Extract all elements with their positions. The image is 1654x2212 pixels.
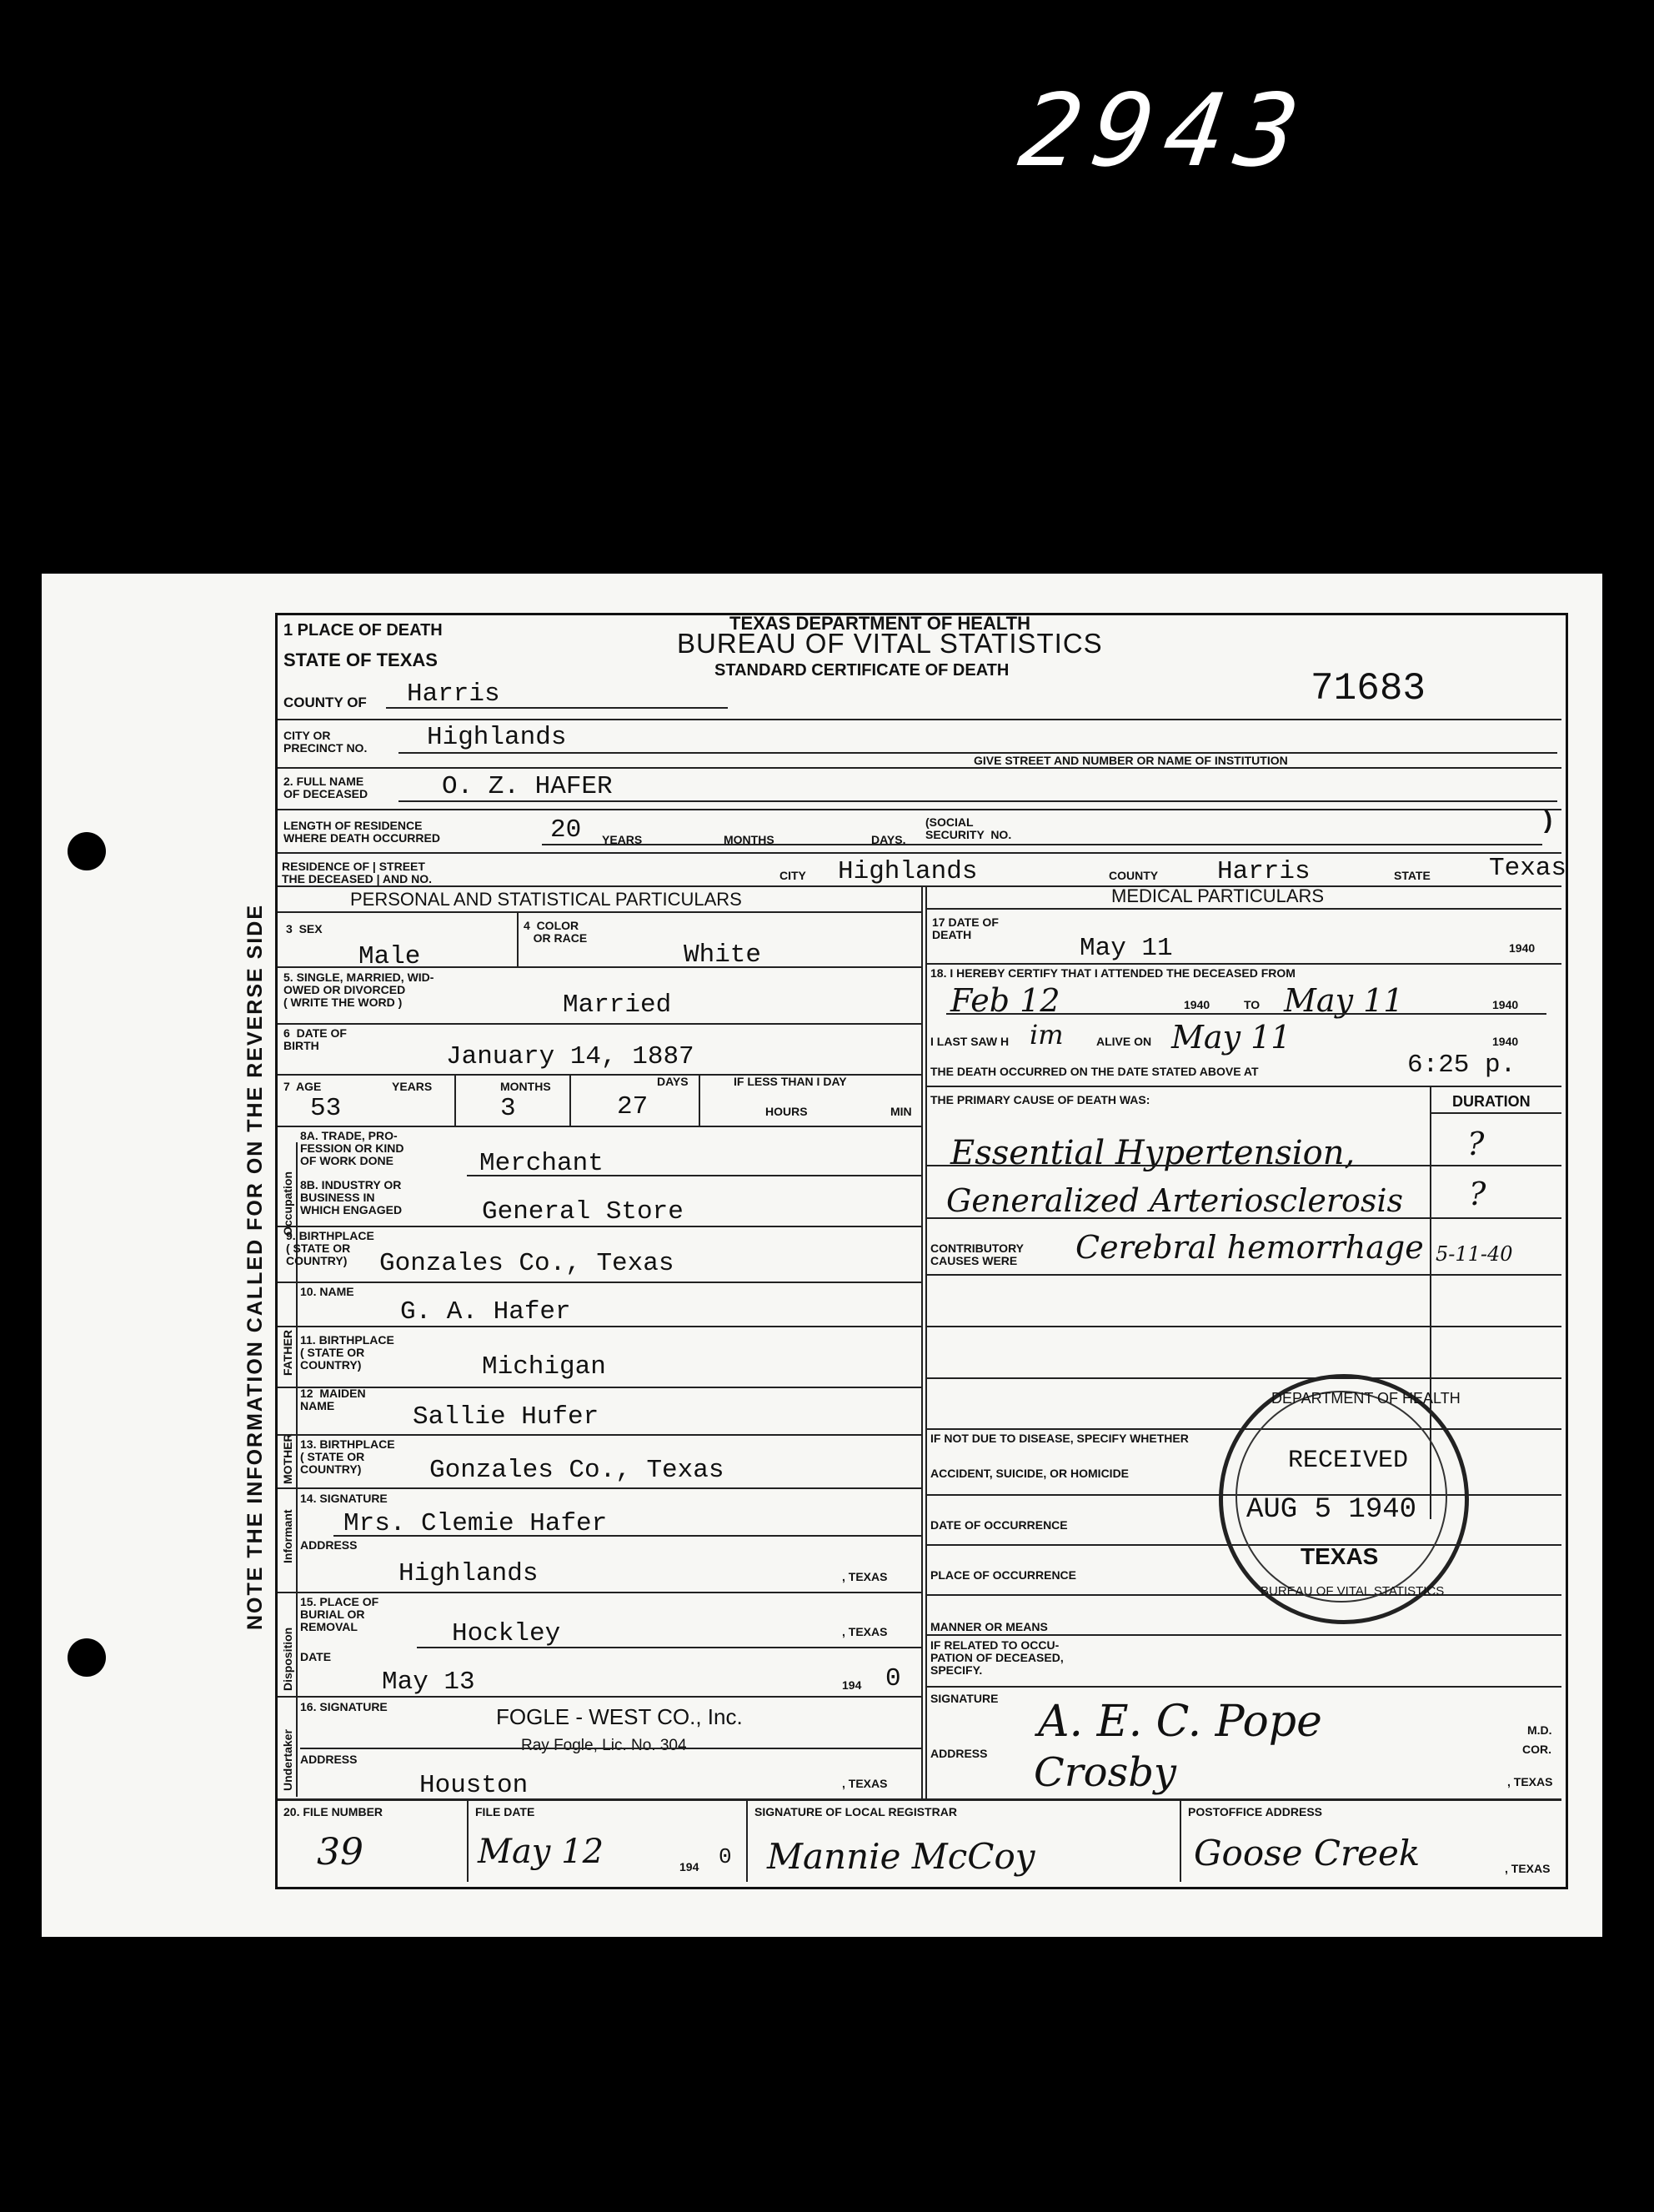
last-saw-him: im — [1030, 1019, 1064, 1051]
city-value: Highlands — [427, 723, 567, 752]
dod-value: May 11 — [1080, 934, 1173, 963]
months-label: MONTHS — [724, 833, 774, 846]
not-disease-label: IF NOT DUE TO DISEASE, SPECIFY WHETHER — [930, 1432, 1189, 1445]
informant-label: 14. SIGNATURE — [300, 1492, 388, 1505]
undertaker-value: FOGLE - WEST CO., Inc. — [496, 1704, 743, 1729]
certify-label: 18. I HEREBY CERTIFY THAT I ATTENDED THE DECEASED FROM — [930, 966, 1296, 980]
age-months-label: MONTHS — [500, 1080, 551, 1093]
cause1-duration: ? — [1467, 1126, 1485, 1162]
section-mother: MOTHER — [281, 1433, 294, 1484]
file-date-label: FILE DATE — [475, 1805, 535, 1818]
residence-city-label: CITY — [779, 869, 806, 882]
certificate-title: STANDARD CERTIFICATE OF DEATH — [714, 661, 1010, 680]
birthplace-label: 9. BIRTHPLACE ( STATE OR COUNTRY) — [286, 1229, 374, 1267]
certificate-number: 71683 — [1311, 667, 1426, 710]
file-number-label: 20. FILE NUMBER — [283, 1805, 383, 1818]
stamp-bottom-text: BUREAU OF VITAL STATISTICS — [1261, 1584, 1445, 1598]
age-days: 27 — [617, 1092, 649, 1121]
punch-hole-top — [68, 832, 106, 870]
mother-birthplace: Gonzales Co., Texas — [429, 1456, 724, 1485]
undertaker-license: Ray Fogle, Lic. No. 304 — [521, 1737, 687, 1754]
sex-value: Male — [358, 942, 421, 971]
file-year-prefix: 194 — [679, 1860, 699, 1873]
county-label: COUNTY OF — [283, 695, 367, 710]
accident-label: ACCIDENT, SUICIDE, OR HOMICIDE — [930, 1467, 1130, 1480]
section-occupation: Occupation — [281, 1171, 294, 1236]
burial-value: Hockley — [452, 1619, 561, 1648]
physician-signature-label: SIGNATURE — [930, 1692, 999, 1705]
deceased-name: O. Z. HAFER — [442, 772, 613, 801]
undertaker-address: Houston — [419, 1771, 529, 1800]
burial-label: 15. PLACE OF BURIAL OR REMOVAL — [300, 1595, 379, 1633]
less-than-day-label: IF LESS THAN I DAY — [734, 1075, 847, 1088]
occurrence-place-label: PLACE OF OCCURRENCE — [930, 1568, 1077, 1582]
years-label: YEARS — [602, 833, 643, 846]
section-informant: Informant — [281, 1509, 294, 1563]
death-occurred-label: THE DEATH OCCURRED ON THE DATE STATED ABOVE AT — [930, 1065, 1259, 1078]
last-saw-date: May 11 — [1171, 1019, 1291, 1056]
informant-value: Mrs. Clemie Hafer — [343, 1509, 608, 1538]
trade-label: 8A. TRADE, PRO- FESSION OR KIND OF WORK DONE — [300, 1129, 404, 1167]
undertaker-label: 16. SIGNATURE — [300, 1700, 388, 1713]
mother-name-label: 12 MAIDEN NAME — [300, 1387, 366, 1412]
physician-texas: , TEXAS — [1507, 1775, 1553, 1788]
marital-label: 5. SINGLE, MARRIED, WID- OWED OR DIVORCED ( WRITE THE WORD ) — [283, 971, 434, 1009]
burial-date-label: DATE — [300, 1650, 332, 1663]
personal-heading: PERSONAL AND STATISTICAL PARTICULARS — [350, 889, 742, 910]
age-label: 7 AGE — [283, 1080, 322, 1093]
color-label: 4 COLOR OR RACE — [524, 919, 588, 945]
burial-date: May 13 — [382, 1668, 475, 1697]
registrar-signature-label: SIGNATURE OF LOCAL REGISTRAR — [754, 1805, 957, 1818]
marital-value: Married — [563, 991, 672, 1020]
residence-length-label: LENGTH OF RESIDENCE WHERE DEATH OCCURRED — [283, 819, 440, 845]
days-label: DAYS. — [871, 833, 906, 846]
residence-state-label: STATE — [1394, 869, 1431, 882]
registrar-signature: Mannie McCoy — [767, 1836, 1035, 1877]
street-hint: GIVE STREET AND NUMBER OR NAME OF INSTITUTION — [974, 754, 1288, 767]
file-number: 39 — [317, 1831, 363, 1873]
physician-address-label: ADDRESS — [930, 1747, 988, 1760]
occupation-related-label: IF RELATED TO OCCU- PATION OF DECEASED, SPECIFY. — [930, 1638, 1064, 1677]
residence-city: Highlands — [838, 857, 978, 886]
burial-texas: , TEXAS — [842, 1625, 888, 1638]
file-year-suffix: 0 — [719, 1844, 732, 1869]
occurrence-date-label: DATE OF OCCURRENCE — [930, 1518, 1068, 1532]
stamp-date: AUG 5 1940 — [1246, 1494, 1417, 1526]
county-value: Harris — [407, 680, 500, 709]
place-of-death-label: 1 PLACE OF DEATH — [283, 621, 443, 640]
informant-texas: , TEXAS — [842, 1570, 888, 1583]
alive-on-label: ALIVE ON — [1096, 1035, 1152, 1048]
hours-label: HOURS — [765, 1105, 808, 1118]
age-years: 53 — [310, 1094, 342, 1123]
dob-label: 6 DATE OF BIRTH — [283, 1026, 347, 1052]
cause2-duration: ? — [1469, 1176, 1486, 1212]
stamped-record-number: 2943 — [1013, 73, 1317, 189]
birthplace-value: Gonzales Co., Texas — [379, 1249, 674, 1278]
residence-state: Texas — [1489, 854, 1567, 883]
attended-to-year: 1940 — [1492, 998, 1519, 1011]
residence-county: Harris — [1217, 857, 1311, 886]
trade-value: Merchant — [479, 1149, 604, 1178]
age-years-label: YEARS — [392, 1080, 433, 1093]
physician-address: Crosby — [1034, 1749, 1177, 1796]
department-title: TEXAS DEPARTMENT OF HEALTH — [729, 613, 1030, 634]
attended-from: Feb 12 — [950, 982, 1060, 1019]
primary-cause-label: THE PRIMARY CAUSE OF DEATH WAS: — [930, 1093, 1150, 1106]
section-undertaker: Undertaker — [281, 1729, 294, 1791]
age-days-label: DAYS — [657, 1075, 689, 1088]
residence-label: RESIDENCE OF | STREET THE DECEASED | AND NO. — [282, 860, 432, 885]
full-name-label: 2. FULL NAME OF DECEASED — [283, 775, 368, 800]
last-saw-label: I LAST SAW H — [930, 1035, 1010, 1048]
city-label: CITY OR PRECINCT NO. — [283, 729, 368, 755]
burial-year-prefix: 194 — [842, 1678, 862, 1692]
cor-label: COR. — [1522, 1743, 1551, 1756]
postoffice-texas: , TEXAS — [1505, 1862, 1551, 1875]
residence-county-label: COUNTY — [1109, 869, 1159, 882]
section-disposition: Disposition — [281, 1627, 294, 1691]
dob-value: January 14, 1887 — [446, 1042, 694, 1071]
punch-hole-bottom — [68, 1638, 106, 1677]
father-name: G. A. Hafer — [400, 1297, 571, 1327]
state-of-texas-label: STATE OF TEXAS — [283, 650, 438, 670]
dod-year: 1940 — [1509, 941, 1536, 955]
sex-label: 3 SEX — [286, 922, 323, 935]
reverse-side-note: NOTE THE INFORMATION CALLED FOR ON THE REVERSE SIDE — [243, 903, 267, 1630]
contributory-duration: 5-11-40 — [1436, 1242, 1513, 1266]
to-label: TO — [1244, 998, 1261, 1011]
informant-address: Highlands — [398, 1559, 539, 1588]
stamp-received: RECEIVED — [1288, 1447, 1409, 1475]
stamp-top-text: DEPARTMENT OF HEALTH — [1271, 1390, 1461, 1407]
min-label: MIN — [890, 1105, 912, 1118]
duration-label: DURATION — [1452, 1093, 1531, 1110]
contributory-label: CONTRIBUTORY CAUSES WERE — [930, 1241, 1024, 1267]
manner-label: MANNER OR MEANS — [930, 1620, 1048, 1633]
undertaker-address-label: ADDRESS — [300, 1753, 358, 1766]
father-name-label: 10. NAME — [300, 1285, 354, 1298]
residence-years: 20 — [550, 815, 582, 845]
primary-cause-1: Essential Hypertension, — [950, 1134, 1356, 1172]
medical-heading: MEDICAL PARTICULARS — [1111, 885, 1325, 906]
file-date: May 12 — [478, 1833, 604, 1871]
mother-name: Sallie Hufer — [413, 1402, 599, 1432]
bureau-title: BUREAU OF VITAL STATISTICS — [677, 628, 1103, 659]
attended-from-year: 1940 — [1184, 998, 1210, 1011]
father-birthplace: Michigan — [482, 1352, 606, 1382]
death-time: 6:25 p. — [1407, 1051, 1516, 1080]
undertaker-texas: , TEXAS — [842, 1777, 888, 1790]
father-birthplace-label: 11. BIRTHPLACE ( STATE OR COUNTRY) — [300, 1333, 394, 1372]
postoffice-address: Goose Creek — [1194, 1833, 1421, 1873]
color-value: White — [684, 940, 762, 970]
dod-label: 17 DATE OF DEATH — [932, 915, 999, 941]
primary-cause-2: Generalized Arteriosclerosis — [946, 1182, 1404, 1219]
burial-year-suffix: 0 — [885, 1664, 901, 1693]
mother-birthplace-label: 13. BIRTHPLACE ( STATE OR COUNTRY) — [300, 1437, 395, 1476]
industry-value: General Store — [482, 1197, 684, 1226]
social-security-label: (SOCIAL SECURITY NO. — [925, 815, 1012, 841]
postoffice-label: POSTOFFICE ADDRESS — [1188, 1805, 1323, 1818]
physician-signature: A. E. C. Pope — [1038, 1697, 1322, 1747]
last-saw-year: 1940 — [1492, 1035, 1519, 1048]
md-label: M.D. — [1527, 1723, 1552, 1737]
attended-to: May 11 — [1284, 982, 1404, 1019]
age-months: 3 — [500, 1094, 516, 1123]
section-father: FATHER — [281, 1330, 294, 1376]
industry-label: 8B. INDUSTRY OR BUSINESS IN WHICH ENGAGED — [300, 1178, 403, 1216]
stamp-state: TEXAS — [1301, 1543, 1379, 1569]
informant-address-label: ADDRESS — [300, 1538, 358, 1552]
contributory-cause: Cerebral hemorrhage — [1075, 1229, 1424, 1266]
